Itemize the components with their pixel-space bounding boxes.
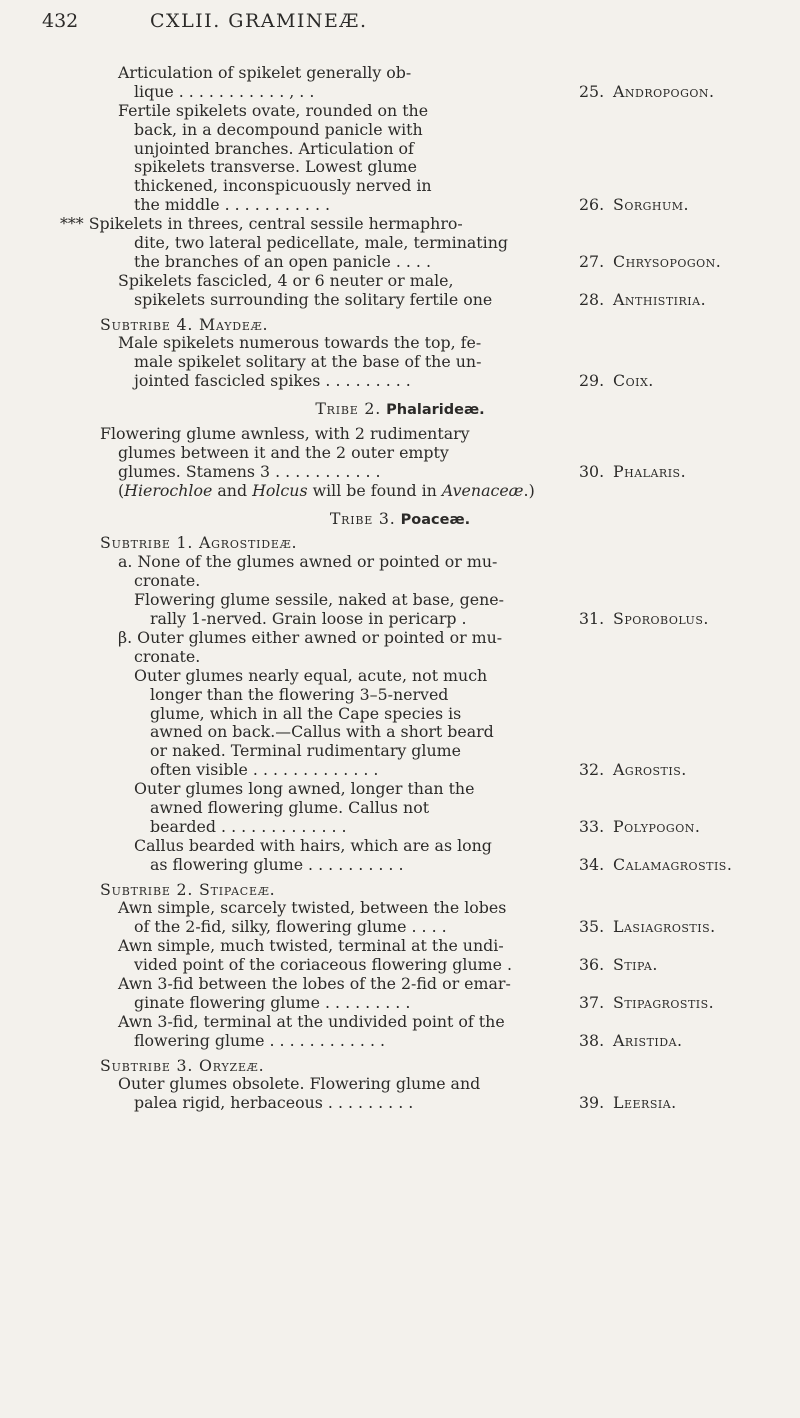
genus-name: Agrostis. [613, 760, 687, 780]
key-line: a. None of the glumes awned or pointed or mu- [118, 552, 498, 572]
genus-name: Andropogon. [613, 81, 715, 101]
page-number: 432 [42, 10, 79, 32]
entry-number: 35. [579, 917, 605, 937]
key-line: Callus bearded with hairs, which are as long [134, 835, 492, 855]
key-line: the middle . . . . . . . . . . . 26. Sorghum. [134, 195, 690, 215]
key-line: rally 1-nerved. Grain loose in pericarp . 31. Sporobolus. [150, 609, 709, 629]
key-line: or naked. Terminal rudimentary glume [150, 741, 461, 761]
genus-name: Sorghum. [613, 195, 690, 215]
key-line: glumes. Stamens 3 . . . . . . . . . . . 30. Phalaris. [118, 461, 687, 481]
genus-name: Sporobolus. [613, 609, 709, 629]
entry-number: 28. [579, 289, 605, 309]
genus-name: Aristida. [613, 1030, 683, 1050]
key-line: as flowering glume . . . . . . . . . . 34. Calamagrostis. [150, 854, 733, 874]
key-line: vided point of the coriaceous flowering glume . 36. Stipa. [134, 955, 658, 975]
key-line: dite, two lateral pedicellate, male, terminating [134, 233, 508, 253]
key-line: cronate. [134, 571, 201, 591]
key-line: jointed fascicled spikes . . . . . . . . . 29. Coix. [134, 371, 654, 391]
genus-name: Lasiagrostis. [613, 917, 716, 937]
key-line: Flowering glume awnless, with 2 rudimentary [100, 424, 470, 444]
key-line: lique . . . . . . . . . . . , . . 25. Andropogon. [134, 81, 715, 101]
key-line: bearded . . . . . . . . . . . . . 33. Polypogon. [150, 816, 701, 836]
key-line: β. Outer glumes either awned or pointed or mu- [118, 627, 503, 647]
entry-number: 25. [579, 81, 605, 101]
entry-number: 37. [579, 992, 605, 1012]
key-line: awned flowering glume. Callus not [150, 797, 430, 817]
key-line: longer than the flowering 3–5-nerved [150, 684, 449, 704]
key-line: spikelets surrounding the solitary fertile one 28. Anthistiria. [134, 289, 707, 309]
subtribe-heading: Subtribe 4. Maydeæ. [100, 314, 269, 334]
genus-name: Chrysopogon. [613, 251, 722, 271]
entry-number: 39. [579, 1093, 605, 1113]
entry-number: 32. [579, 760, 605, 780]
entry-number: 34. [579, 854, 605, 874]
key-line: Outer glumes long awned, longer than the [134, 779, 475, 799]
entry-number: 33. [579, 816, 605, 836]
genus-name: Anthistiria. [613, 289, 707, 309]
genus-name: Polypogon. [613, 816, 701, 836]
entry-number: 31. [579, 609, 605, 629]
key-line: back, in a decompound panicle with [134, 119, 423, 139]
entry-number: 26. [579, 195, 605, 215]
key-line: Fertile spikelets ovate, rounded on the [118, 100, 429, 120]
key-body [0, 64, 800, 1113]
key-line: Outer glumes nearly equal, acute, not much [134, 665, 488, 685]
key-line: Spikelets fascicled, 4 or 6 neuter or male, [118, 270, 454, 290]
key-line: cronate. [134, 646, 201, 666]
genus-name: Calamagrostis. [613, 854, 733, 874]
key-line: Awn 3-fid, terminal at the undivided point of the [118, 1011, 505, 1031]
tribe-heading: Tribe 2. Phalarideæ. [315, 399, 485, 419]
key-line: Male spikelets numerous towards the top, fe- [118, 333, 482, 353]
genus-name: Stipa. [613, 955, 658, 975]
tribe-heading: Tribe 3. Poaceæ. [329, 508, 471, 528]
subtribe-heading: Subtribe 1. Agrostideæ. [100, 533, 298, 553]
key-line: Articulation of spikelet generally ob- [118, 63, 412, 82]
key-line: the branches of an open panicle . . . . 27. Chrysopogon. [134, 251, 722, 271]
key-line: ginate flowering glume . . . . . . . . . 37. Stipagrostis. [134, 992, 715, 1012]
key-line: Awn simple, much twisted, terminal at the undi- [118, 936, 504, 956]
subtribe-heading: Subtribe 2. Stipaceæ. [100, 879, 276, 899]
entry-number: 29. [579, 371, 605, 391]
note-line: (Hierochloe and Holcus will be found in Avenaceæ.) [118, 480, 535, 500]
genus-name: Leersia. [613, 1093, 677, 1113]
running-head: CXLII. GRAMINEÆ. [150, 10, 368, 32]
key-line: Flowering glume sessile, naked at base, gene- [134, 590, 504, 610]
entry-number: 38. [579, 1030, 605, 1050]
subtribe-heading: Subtribe 3. Oryzeæ. [100, 1055, 265, 1075]
key-line: unjointed branches. Articulation of [134, 138, 414, 158]
key-line: *** Spikelets in threes, central sessile hermaphro- [60, 214, 463, 234]
entry-number: 27. [579, 251, 605, 271]
genus-name: Phalaris. [613, 461, 687, 481]
key-line: often visible . . . . . . . . . . . . . 32. Agrostis. [150, 760, 687, 780]
key-line: Awn simple, scarcely twisted, between the lobes [118, 898, 507, 918]
key-line: awned on back.—Callus with a short beard [150, 722, 494, 742]
entry-number: 30. [579, 461, 605, 481]
key-line: Awn 3-fid between the lobes of the 2-fid or emar- [118, 973, 511, 993]
key-line: flowering glume . . . . . . . . . . . . 38. Aristida. [134, 1030, 683, 1050]
key-line: glume, which in all the Cape species is [150, 703, 462, 723]
genus-name: Stipagrostis. [613, 992, 715, 1012]
key-line: glumes between it and the 2 outer empty [118, 442, 449, 462]
entry-number: 36. [579, 955, 605, 975]
key-line: male spikelet solitary at the base of the un- [134, 352, 482, 372]
key-line: Outer glumes obsolete. Flowering glume and [118, 1074, 481, 1094]
key-line: spikelets transverse. Lowest glume [134, 157, 418, 177]
key-line: of the 2-fid, silky, flowering glume . . . . 35. Lasiagrostis. [134, 917, 716, 937]
genus-name: Coix. [613, 371, 654, 391]
key-line: thickened, inconspicuously nerved in [134, 176, 432, 196]
key-line: palea rigid, herbaceous . . . . . . . . . 39. Leersia. [134, 1093, 677, 1113]
